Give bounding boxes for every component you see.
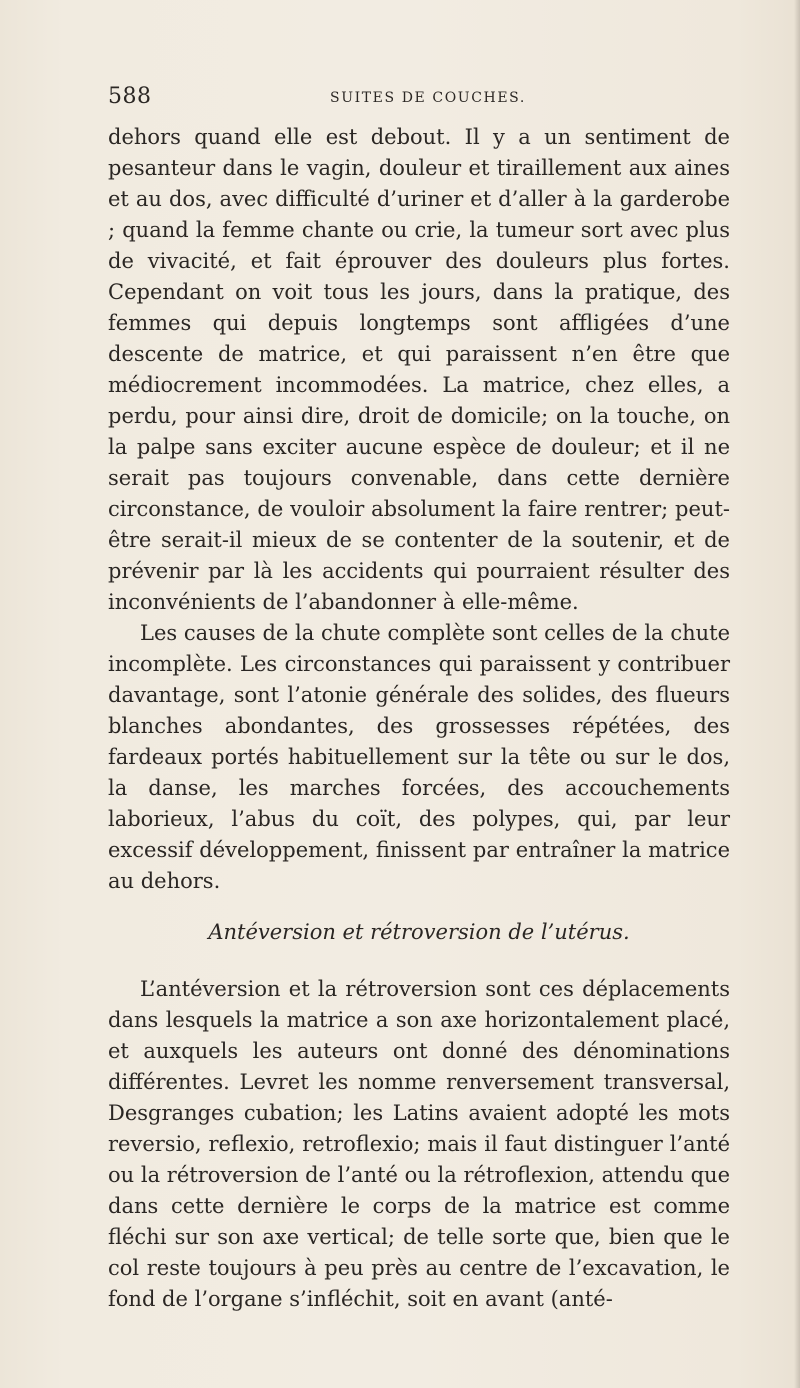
- body-text: [108, 122, 730, 1315]
- page-number: 588: [108, 84, 152, 109]
- paragraph-1: dehors quand elle est debout. Il y a un sentiment de pesanteur dans le vagin, douleur et tiraillement aux aines et au dos, avec difficulté d’uriner et d’aller à la garderobe ; quand la femme chante ou crie, la tumeur sort avec plus de vivacité, et fait éprouver des douleurs plus fortes. Cependant on voit tous les jours, dans la pratique, des femmes qui depuis longtemps sont affligées d’une descente de matrice, et qui paraissent n’en être que médiocrement incommodées. La matrice, chez elles, a perdu, pour ainsi dire, droit de domicile; on la touche, on la palpe sans exciter aucune espèce de douleur; et il ne serait pas toujours convenable, dans cette dernière circonstance, de vouloir absolument la faire rentrer; peut-être serait-il mieux de se contenter de la soutenir, et de prévenir par là les accidents qui pourraient résulter des inconvénients de l’abandonner à elle-même.: [108, 125, 730, 614]
- paragraph-3: L’antéversion et la rétroversion sont ces déplacements dans lesquels la matrice a son axe horizontalement placé, et auxquels les auteurs ont donné des dénominations différentes. Levret les nomme renversement transversal, Desgranges cubation; les Latins avaient adopté les mots reversio, reflexio, retroflexio; mais il faut distinguer l’anté ou la rétroversion de l’anté ou la rétroflexion, attendu que dans cette dernière le corps de la matrice est comme fléchi sur son axe vertical; de telle sorte que, bien que le col reste toujours à peu près au centre de l’excavation, le fond de l’organe s’infléchit, soit en avant (anté-: [108, 977, 730, 1311]
- paragraph-2: Les causes de la chute complète sont celles de la chute incomplète. Les circonstances qui paraissent y contribuer davantage, sont l’atonie générale des solides, des flueurs blanches abondantes, des grossesses répétées, des fardeaux portés habituellement sur la tête ou sur le dos, la danse, les marches forcées, des accouchements laborieux, l’abus du coït, des polypes, qui, par leur excessif développement, finissent par entraîner la matrice au dehors.: [108, 621, 730, 893]
- running-title: SUITES DE COUCHES.: [330, 90, 526, 106]
- page-header: [108, 84, 728, 114]
- section-title: Antéversion et rétroversion de l’utérus.: [208, 920, 630, 944]
- page-edge-shadow: [794, 0, 800, 1388]
